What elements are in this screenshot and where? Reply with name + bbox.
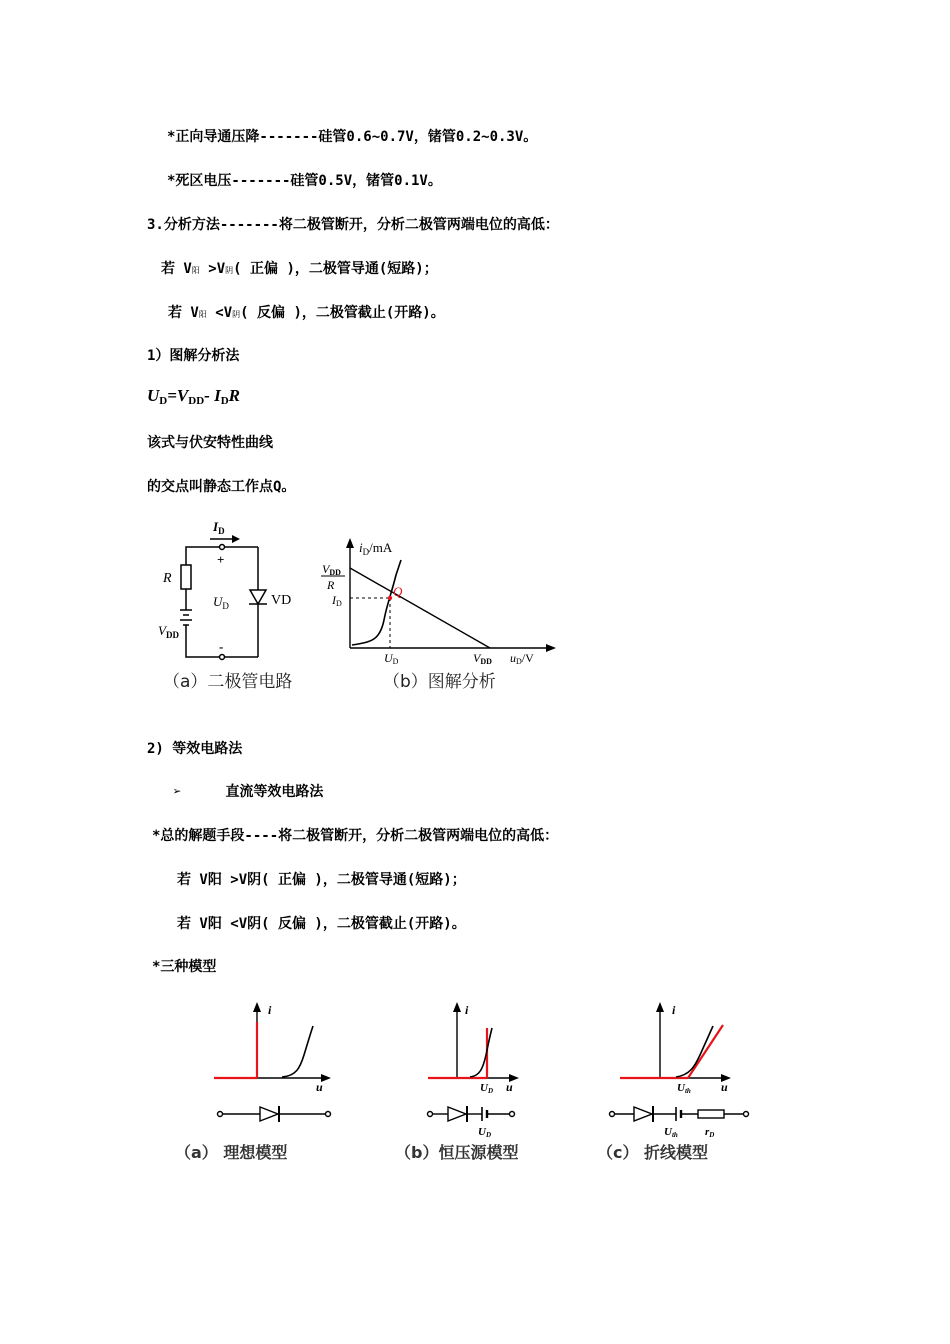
c-label-u: u <box>721 1080 728 1094</box>
pwl-model-graph <box>620 1008 725 1078</box>
heading-graphic-analysis: 1）图解分析法 <box>147 348 240 364</box>
iv-graph <box>321 545 548 648</box>
b-label-i: i <box>465 1003 469 1017</box>
figure-three-models <box>170 995 780 1170</box>
c-label-rd: rD <box>705 1126 715 1139</box>
label-minus: - <box>219 639 224 654</box>
q-point <box>388 596 392 600</box>
b-y-arrow <box>453 1002 461 1012</box>
formula-ud: UD=VDD- IDR <box>147 386 240 407</box>
line-forward-bias: 若 V阳 >V阴( 正偏 )，二极管导通(短路)； <box>161 261 438 277</box>
line-analysis-method: 3.分析方法-------将二极管断开，分析二极管两端电位的高低： <box>147 217 559 233</box>
line-reverse-bias-2: 若 V阳 <V阴( 反偏 )，二极管截止(开路)。 <box>177 916 466 932</box>
line-forward-bias-2: 若 V阳 >V阴( 正偏 )，二极管导通(短路)； <box>177 872 466 888</box>
cv-model-symbol <box>428 1106 515 1122</box>
a-y-arrow <box>253 1002 261 1012</box>
line-forward-drop: *正向导通压降-------硅管0.6~0.7V，锗管0.2~0.3V。 <box>167 129 538 145</box>
heading-equivalent-circuit: 2) 等效电路法 <box>147 741 243 757</box>
ideal-model-symbol <box>218 1106 331 1122</box>
c-label-uth-source: Uth <box>664 1126 678 1139</box>
line-general-method: *总的解题手段----将二极管断开，分析二极管两端电位的高低： <box>152 828 559 844</box>
tick-ud: UD <box>384 651 399 666</box>
caption-pwl: （c） 折线模型 <box>597 1143 709 1162</box>
arrow-bullet-icon: ➢ <box>173 784 182 800</box>
x-axis-arrow <box>546 644 556 652</box>
caption-cv: （b）恒压源模型 <box>395 1143 519 1162</box>
tick-vdd: VDD <box>473 651 492 666</box>
line-intersection-1: 该式与伏安特性曲线 <box>147 435 273 451</box>
a-label-u: u <box>316 1080 323 1094</box>
b-label-ud: UD <box>480 1082 494 1095</box>
frac-vdd-top: VDD <box>322 562 341 577</box>
label-vd: VD <box>271 593 292 608</box>
b-label-ud-source: UD <box>478 1126 492 1139</box>
pwl-model-symbol <box>610 1106 749 1122</box>
line-dead-zone: *死区电压-------硅管0.5V，锗管0.1V。 <box>167 173 442 189</box>
label-ud: $U_D$ <box>213 594 229 611</box>
caption-graph: （b）图解分析 <box>383 672 496 692</box>
heading-three-models: *三种模型 <box>152 959 217 975</box>
c-y-arrow <box>656 1002 664 1012</box>
caption-ideal: （a） 理想模型 <box>175 1143 288 1162</box>
axis-label-i: $i_D/mA$ <box>359 540 393 557</box>
figure-diode-circuit-analysis <box>150 515 570 700</box>
line-intersection-2: 的交点叫静态工作点Q。 <box>147 479 296 495</box>
tick-id: ID <box>332 593 342 608</box>
c-label-uth: Uth <box>677 1082 691 1095</box>
cv-model-graph <box>428 1008 513 1078</box>
frac-r-bot: R <box>327 578 335 592</box>
label-id: $I_D$ <box>213 519 225 536</box>
caption-circuit: （a）二极管电路 <box>163 672 293 692</box>
label-vdd-circuit: $V_{DD}$ <box>158 623 179 640</box>
axis-label-u: uD/V <box>510 651 534 666</box>
label-q: Q <box>393 584 403 599</box>
line-dc-equivalent: ➢ 直流等效电路法 <box>173 784 324 800</box>
ideal-model-graph <box>214 1008 325 1078</box>
a-label-i: i <box>268 1003 272 1017</box>
y-axis-arrow <box>346 538 354 548</box>
c-label-i: i <box>672 1003 676 1017</box>
line-reverse-bias: 若 V阳 <V阴( 反偏 )，二极管截止(开路)。 <box>168 305 445 321</box>
label-plus: + <box>217 552 225 567</box>
b-label-u: u <box>506 1080 513 1094</box>
current-arrow-head <box>232 535 240 543</box>
label-r: R <box>163 571 172 586</box>
